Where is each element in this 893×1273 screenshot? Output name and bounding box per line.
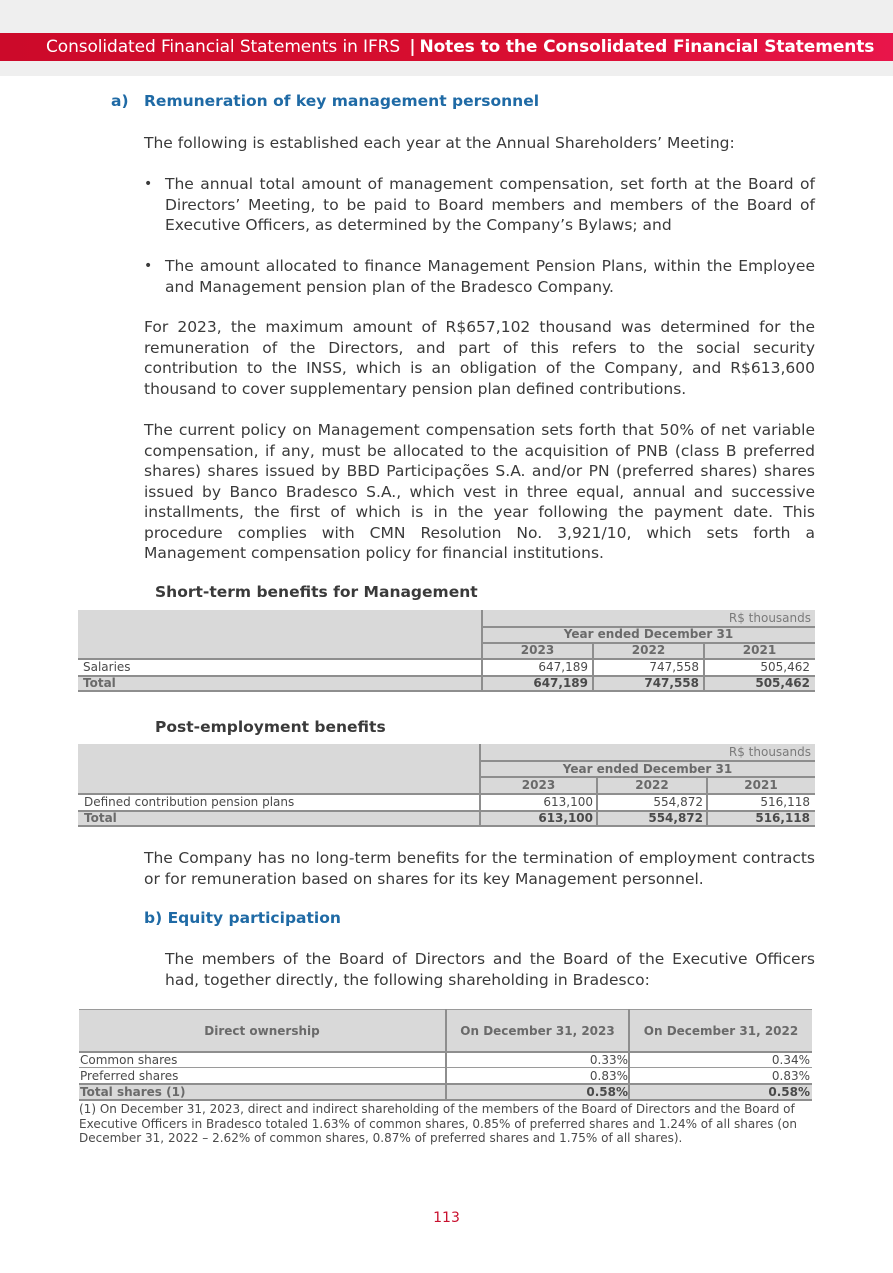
column-header: Direct ownership — [204, 1024, 320, 1038]
bullet-item: The amount allocated to finance Management Pension Plans, within the Employee and Management pension plan of the Bradesco Company. — [165, 257, 815, 296]
paragraph-compensation-policy: The current policy on Management compensation sets forth that 50% of net variable compensation, if any, must be allocated to the acquisition of PNB (class B preferred shares) shares issued by BBD Participações S.A. and/or PN (preferred shares) shares issued by Banco Bradesco S.A., which vest in three equal, annual and successive installments, the first of which is in the year following the payment date. This procedure complies with CMN Resolution No. 3,921/10, which sets forth a Management compensation policy for financial institutions. — [144, 421, 815, 562]
bullet-marker: • — [144, 176, 153, 192]
year-header: 2023 — [520, 643, 555, 657]
table-short-term-title: Short-term benefits for Management — [155, 583, 478, 601]
cell-value: 747,558 — [644, 676, 699, 690]
year-header: 2022 — [635, 778, 669, 792]
header-section: Notes to the Consolidated Financial Statements — [419, 37, 875, 57]
intro-paragraph: The following is established each year at the Annual Shareholders’ Meeting: — [144, 134, 735, 152]
column-header: On December 31, 2022 — [643, 1024, 799, 1038]
header-title: Consolidated Financial Statements in IFRS | Notes to the Consolidated Financial Statements — [46, 37, 875, 57]
row-label: Preferred shares — [80, 1069, 179, 1083]
section-b-title: b) Equity participation — [144, 909, 341, 927]
table-post-employment-title: Post-employment benefits — [155, 718, 386, 736]
row-label: Common shares — [80, 1053, 178, 1067]
column-header: On December 31, 2023 — [460, 1024, 615, 1038]
cell-value: 613,100 — [543, 795, 593, 809]
cell-value: 0.83% — [771, 1069, 810, 1083]
year-header: 2022 — [631, 643, 666, 657]
period-header: Year ended December 31 — [563, 627, 734, 641]
cell-value: 613,100 — [538, 811, 593, 825]
row-label: Total — [84, 811, 117, 825]
paragraph-long-term-benefits: The Company has no long-term benefits for the termination of employment contracts or for remuneration based on shares for its key Management personnel. — [144, 849, 815, 888]
cell-value: 554,872 — [653, 795, 703, 809]
top-strip — [0, 0, 893, 33]
row-label: Salaries — [83, 660, 131, 674]
page-number: 113 — [433, 1210, 460, 1226]
cell-value: 0.33% — [589, 1053, 628, 1067]
header-underlay — [0, 61, 893, 76]
cell-value: 505,462 — [755, 676, 810, 690]
bullet-item: The annual total amount of management compensation, set forth at the Board of Directors’ Meeting, to be paid to Board members and members of the Board of Executive Officers, as determined by the Company’s Bylaws; and — [165, 175, 815, 234]
period-header: Year ended December 31 — [562, 762, 733, 776]
cell-value: 516,118 — [755, 811, 810, 825]
row-label: Defined contribution pension plans — [84, 795, 295, 809]
cell-value: 0.58% — [768, 1085, 810, 1099]
section-a-title: Remuneration of key management personnel — [144, 92, 540, 110]
row-label: Total shares (1) — [80, 1085, 186, 1099]
year-header: 2023 — [521, 778, 556, 792]
cell-value: 747,558 — [649, 660, 699, 674]
unit-label: R$ thousands — [728, 611, 811, 625]
cell-value: 516,118 — [760, 795, 810, 809]
cell-value: 0.34% — [771, 1053, 810, 1067]
year-header: 2021 — [744, 778, 778, 792]
cell-value: 647,189 — [538, 660, 588, 674]
cell-value: 505,462 — [760, 660, 810, 674]
year-header: 2021 — [742, 643, 777, 657]
paragraph-maximum-amount: For 2023, the maximum amount of R$657,102 thousand was determined for the remuneration of the Directors, and part of this refers to the social security contribution to the INSS, which is an obligation of the Company, and R$613,600 thousand to cover supplementary pension plan defined contributions. — [144, 318, 815, 398]
section-a-marker: a) — [111, 92, 129, 110]
cell-value: 0.83% — [589, 1069, 628, 1083]
paragraph-shareholding-intro: The members of the Board of Directors and the Board of the Executive Officers had, together directly, the following shareholding in Bradesco: — [165, 950, 815, 989]
cell-value: 0.58% — [586, 1085, 628, 1099]
row-label: Total — [83, 676, 116, 690]
bullet-marker: • — [144, 258, 153, 274]
cell-value: 554,872 — [648, 811, 703, 825]
header-banner — [0, 33, 893, 61]
unit-label: R$ thousands — [728, 745, 811, 759]
cell-value: 647,189 — [533, 676, 588, 690]
table-footnote: (1) On December 31, 2023, direct and indirect shareholding of the members of the Board of Directors and the Board of Executive Officers in Bradesco totaled 1.63% of common shares, 0.85% of preferred shares and 1.24% of all shares (on December 31, 2022 – 2.62% of common shares, 0.87% of preferred shares and 1.75% of all shares). — [79, 1102, 797, 1145]
